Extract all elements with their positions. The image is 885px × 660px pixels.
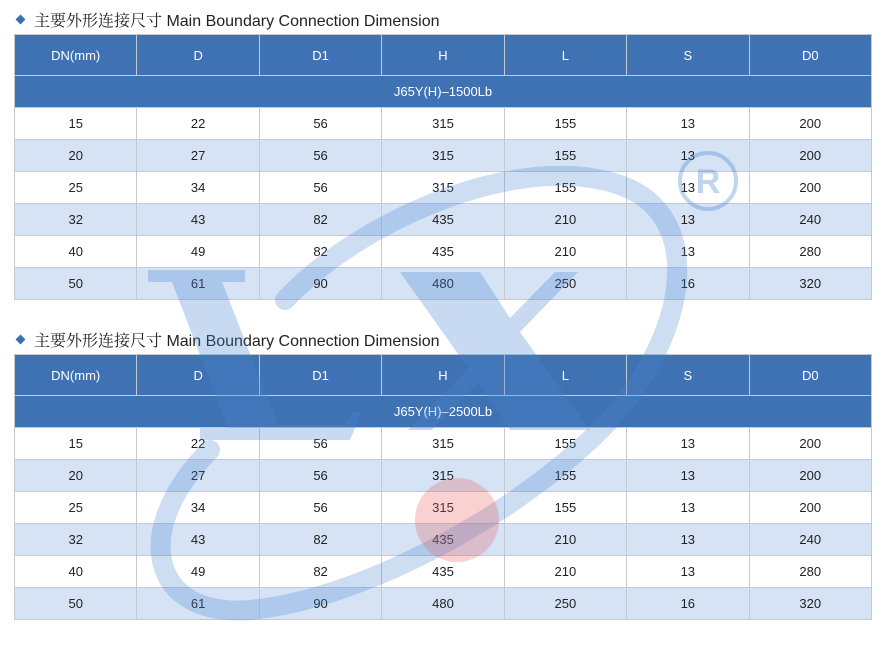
- table-row: [15, 204, 872, 236]
- table-header-row: [15, 355, 872, 396]
- cell-dn: 50: [15, 268, 137, 300]
- cell-d0: 240: [749, 524, 871, 556]
- table-row: [15, 556, 872, 588]
- cell-h: 480: [382, 588, 504, 620]
- cell-s: 13: [627, 524, 749, 556]
- diamond-bullet-icon: [16, 14, 26, 24]
- cell-h: 315: [382, 460, 504, 492]
- cell-l: 250: [504, 268, 626, 300]
- table-row: [15, 236, 872, 268]
- cell-d: 43: [137, 204, 259, 236]
- section-title: [14, 8, 872, 30]
- cell-d: 22: [137, 108, 259, 140]
- model-label: J65Y(H)–1500Lb: [15, 76, 872, 108]
- cell-l: 155: [504, 172, 626, 204]
- cell-dn: 25: [15, 492, 137, 524]
- cell-s: 13: [627, 236, 749, 268]
- table-header-row: [15, 35, 872, 76]
- cell-h: 435: [382, 236, 504, 268]
- cell-dn: 40: [15, 236, 137, 268]
- cell-d0: 280: [749, 236, 871, 268]
- column-header-s: S: [627, 35, 749, 76]
- cell-d: 43: [137, 524, 259, 556]
- model-row: [15, 396, 872, 428]
- cell-dn: 15: [15, 428, 137, 460]
- cell-s: 13: [627, 172, 749, 204]
- diamond-bullet-icon: [16, 334, 26, 344]
- column-header-d: D: [137, 355, 259, 396]
- cell-l: 210: [504, 524, 626, 556]
- cell-h: 315: [382, 492, 504, 524]
- cell-d1: 82: [259, 236, 381, 268]
- cell-s: 16: [627, 588, 749, 620]
- cell-s: 13: [627, 140, 749, 172]
- column-header-dn: DN(mm): [15, 35, 137, 76]
- cell-d0: 200: [749, 460, 871, 492]
- cell-d1: 82: [259, 204, 381, 236]
- dimension-table: [14, 34, 872, 300]
- cell-d0: 280: [749, 556, 871, 588]
- cell-dn: 32: [15, 524, 137, 556]
- cell-d: 34: [137, 172, 259, 204]
- cell-h: 435: [382, 524, 504, 556]
- cell-d1: 56: [259, 460, 381, 492]
- cell-s: 13: [627, 556, 749, 588]
- cell-dn: 25: [15, 172, 137, 204]
- cell-d: 27: [137, 460, 259, 492]
- cell-dn: 40: [15, 556, 137, 588]
- cell-l: 155: [504, 108, 626, 140]
- section-title-text: 主要外形连接尺寸 Main Boundary Connection Dimension: [34, 12, 440, 30]
- cell-h: 315: [382, 428, 504, 460]
- table-body: [15, 108, 872, 300]
- cell-d: 49: [137, 556, 259, 588]
- column-header-d: D: [137, 35, 259, 76]
- cell-s: 13: [627, 492, 749, 524]
- cell-d0: 320: [749, 588, 871, 620]
- cell-d0: 200: [749, 428, 871, 460]
- column-header-l: L: [504, 355, 626, 396]
- column-header-dn: DN(mm): [15, 355, 137, 396]
- table-row: [15, 524, 872, 556]
- column-header-d1: D1: [259, 355, 381, 396]
- table-row: [15, 172, 872, 204]
- column-header-s: S: [627, 355, 749, 396]
- cell-l: 155: [504, 492, 626, 524]
- cell-d0: 200: [749, 172, 871, 204]
- cell-d: 49: [137, 236, 259, 268]
- cell-l: 155: [504, 140, 626, 172]
- table-body: [15, 428, 872, 620]
- section-title: [14, 328, 872, 350]
- cell-d0: 200: [749, 108, 871, 140]
- cell-d1: 82: [259, 524, 381, 556]
- table-row: [15, 492, 872, 524]
- cell-l: 210: [504, 204, 626, 236]
- cell-dn: 50: [15, 588, 137, 620]
- cell-dn: 20: [15, 460, 137, 492]
- table-row: [15, 108, 872, 140]
- cell-l: 250: [504, 588, 626, 620]
- model-label: J65Y(H)–2500Lb: [15, 396, 872, 428]
- cell-d1: 90: [259, 588, 381, 620]
- column-header-h: H: [382, 355, 504, 396]
- cell-d0: 200: [749, 492, 871, 524]
- cell-d: 22: [137, 428, 259, 460]
- cell-d: 27: [137, 140, 259, 172]
- cell-d: 34: [137, 492, 259, 524]
- cell-h: 315: [382, 140, 504, 172]
- cell-d1: 56: [259, 428, 381, 460]
- cell-d1: 56: [259, 140, 381, 172]
- cell-d1: 90: [259, 268, 381, 300]
- cell-h: 435: [382, 204, 504, 236]
- cell-h: 315: [382, 108, 504, 140]
- table-row: [15, 268, 872, 300]
- table-row: [15, 460, 872, 492]
- column-header-d0: D0: [749, 355, 871, 396]
- table-row: [15, 588, 872, 620]
- cell-d1: 56: [259, 172, 381, 204]
- table-row: [15, 140, 872, 172]
- cell-d0: 240: [749, 204, 871, 236]
- cell-dn: 20: [15, 140, 137, 172]
- cell-d0: 320: [749, 268, 871, 300]
- cell-d1: 56: [259, 108, 381, 140]
- cell-s: 16: [627, 268, 749, 300]
- cell-s: 13: [627, 460, 749, 492]
- cell-h: 315: [382, 172, 504, 204]
- cell-dn: 15: [15, 108, 137, 140]
- column-header-h: H: [382, 35, 504, 76]
- cell-d0: 200: [749, 140, 871, 172]
- cell-l: 210: [504, 556, 626, 588]
- cell-s: 13: [627, 204, 749, 236]
- cell-s: 13: [627, 428, 749, 460]
- cell-l: 155: [504, 460, 626, 492]
- column-header-d0: D0: [749, 35, 871, 76]
- svg-text:R: R: [695, 163, 721, 201]
- dimension-section-2500lb: [14, 328, 872, 620]
- cell-d1: 82: [259, 556, 381, 588]
- column-header-l: L: [504, 35, 626, 76]
- cell-h: 480: [382, 268, 504, 300]
- cell-h: 435: [382, 556, 504, 588]
- section-title-text: 主要外形连接尺寸 Main Boundary Connection Dimension: [34, 332, 440, 350]
- dimension-section-1500lb: [14, 8, 872, 300]
- table-row: [15, 428, 872, 460]
- dimension-table: [14, 354, 872, 620]
- cell-dn: 32: [15, 204, 137, 236]
- cell-d1: 56: [259, 492, 381, 524]
- cell-s: 13: [627, 108, 749, 140]
- column-header-d1: D1: [259, 35, 381, 76]
- cell-d: 61: [137, 268, 259, 300]
- cell-d: 61: [137, 588, 259, 620]
- cell-l: 155: [504, 428, 626, 460]
- model-row: [15, 76, 872, 108]
- cell-l: 210: [504, 236, 626, 268]
